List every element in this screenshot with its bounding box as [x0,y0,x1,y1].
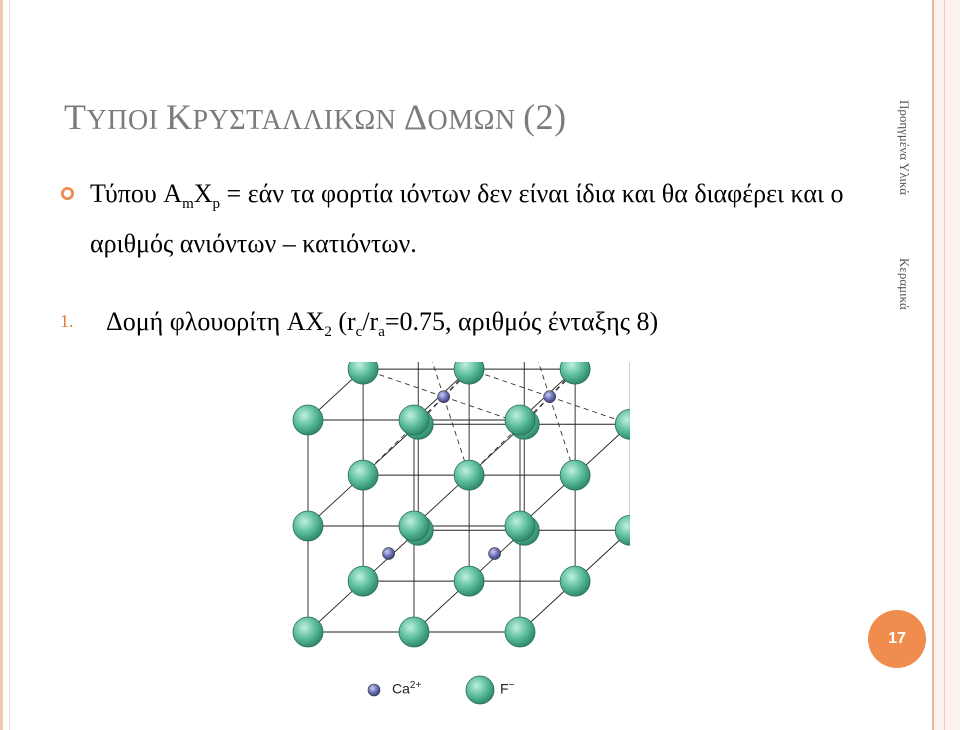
fluoride-anion-atom [348,566,378,596]
right-border-line-thin [944,0,945,730]
right-border-band [932,0,960,730]
calcium-cation-atom [489,548,501,560]
legend-cation-label: $Ca^{2+}$ [392,680,422,697]
fluoride-anion-atom [293,617,323,647]
bond-dashed-line [524,362,549,397]
side-label-ceramics: Κεραμικά [897,258,912,310]
side-label-advanced-materials: Προηγμένα Υλικά [897,100,912,196]
calcium-cation-atom [544,391,556,403]
legend-anion-label: F− [500,680,515,697]
fluoride-anion-atom [399,405,429,435]
legend-cation-swatch [368,684,380,696]
fluoride-anion-atom [399,511,429,541]
fluoride-anion-atom [615,515,630,545]
fluoride-anion-atom [348,362,378,384]
fluoride-anion-atom [454,460,484,490]
fluoride-anion-atom [293,511,323,541]
calcium-cation-atom [383,548,395,560]
fluoride-anion-atom [560,460,590,490]
page-number-badge [868,610,926,668]
slide-title: ΤΥΠΟΙ ΚΡΥΣΤΑΛΛΙΚΩΝ ΔΟΜΩΝ (2) [64,97,567,137]
left-border [0,0,3,730]
list-item-text: Δομή φλουορίτη $AX_2$ ($r_c/r_a=0.75$, αριθμός ένταξης 8) [106,307,659,341]
right-border-line [932,0,934,730]
fluoride-anion-atom [454,566,484,596]
page-number: 17 [888,630,906,647]
bond-dashed-line [418,362,443,397]
fluoride-anion-atom [348,460,378,490]
fluoride-anion-atom [505,511,535,541]
bullet-text: Τύπου $A_mX_p = \varepsilon ά\nu$ τα φορτία ιόντων δεν είναι ίδια και θα διαφέρει και ο αριθμός ανιόντων – κατιόντων. [90,179,844,259]
side-labels [896,100,926,340]
fluoride-anion-atom [615,409,630,439]
fluoride-anion-atom [505,617,535,647]
fluoride-anion-atom [293,405,323,435]
fluoride-anion-atom [505,405,535,435]
fluoride-anion-atom [560,566,590,596]
left-border-line [9,0,10,730]
calcium-cation-atom [438,391,450,403]
fluoride-anion-atom [399,617,429,647]
list-number: 1. [60,311,74,331]
legend-anion-swatch [466,676,494,704]
bullet-ring-icon [60,186,75,201]
fluorite-structure-diagram [270,362,630,712]
